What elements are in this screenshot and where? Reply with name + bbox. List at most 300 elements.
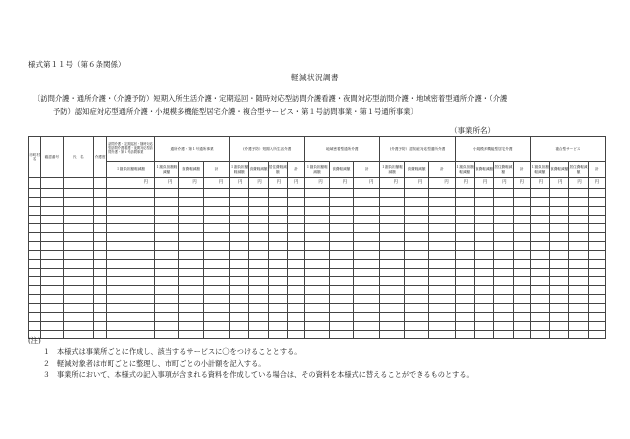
table-cell[interactable] bbox=[354, 321, 380, 330]
table-cell[interactable] bbox=[203, 242, 229, 251]
table-cell[interactable] bbox=[288, 268, 305, 277]
table-cell[interactable] bbox=[530, 224, 549, 233]
table-cell[interactable] bbox=[404, 197, 428, 206]
table-cell[interactable] bbox=[569, 224, 588, 233]
table-cell[interactable] bbox=[513, 242, 530, 251]
table-cell[interactable] bbox=[154, 277, 178, 286]
table-cell[interactable] bbox=[474, 303, 493, 312]
table-cell[interactable] bbox=[404, 286, 428, 295]
table-cell[interactable] bbox=[455, 295, 474, 304]
table-cell[interactable] bbox=[29, 259, 41, 268]
table-cell[interactable] bbox=[305, 259, 329, 268]
table-cell[interactable] bbox=[107, 286, 155, 295]
table-cell[interactable] bbox=[550, 303, 569, 312]
table-cell[interactable] bbox=[513, 330, 530, 339]
table-cell[interactable] bbox=[530, 233, 549, 242]
table-cell[interactable] bbox=[588, 206, 605, 215]
table-cell[interactable] bbox=[41, 321, 63, 330]
table-cell[interactable] bbox=[329, 268, 353, 277]
table-cell[interactable] bbox=[329, 189, 353, 198]
table-cell[interactable] bbox=[94, 268, 107, 277]
table-cell[interactable] bbox=[63, 250, 93, 259]
table-cell[interactable] bbox=[94, 242, 107, 251]
table-cell[interactable] bbox=[29, 224, 41, 233]
table-cell[interactable] bbox=[380, 189, 404, 198]
table-cell[interactable] bbox=[107, 233, 155, 242]
table-cell[interactable] bbox=[429, 312, 455, 321]
table-cell[interactable] bbox=[179, 197, 203, 206]
table-cell[interactable] bbox=[513, 215, 530, 224]
table-cell[interactable] bbox=[288, 321, 305, 330]
table-cell[interactable] bbox=[494, 233, 513, 242]
table-cell[interactable] bbox=[550, 224, 569, 233]
table-cell[interactable] bbox=[268, 268, 287, 277]
table-cell[interactable] bbox=[63, 189, 93, 198]
table-cell[interactable] bbox=[305, 277, 329, 286]
table-cell[interactable] bbox=[530, 286, 549, 295]
table-cell[interactable] bbox=[494, 189, 513, 198]
table-cell[interactable] bbox=[474, 259, 493, 268]
table-cell[interactable] bbox=[354, 312, 380, 321]
table-cell[interactable] bbox=[513, 286, 530, 295]
table-cell[interactable] bbox=[249, 215, 268, 224]
table-cell[interactable] bbox=[429, 286, 455, 295]
table-cell[interactable] bbox=[29, 303, 41, 312]
table-cell[interactable] bbox=[179, 215, 203, 224]
table-cell[interactable] bbox=[530, 303, 549, 312]
table-cell[interactable] bbox=[94, 250, 107, 259]
table-cell[interactable] bbox=[455, 197, 474, 206]
table-cell[interactable] bbox=[154, 197, 178, 206]
table-cell[interactable] bbox=[455, 206, 474, 215]
table-cell[interactable] bbox=[404, 189, 428, 198]
table-cell[interactable] bbox=[588, 295, 605, 304]
table-cell[interactable] bbox=[494, 312, 513, 321]
table-cell[interactable] bbox=[494, 197, 513, 206]
table-cell[interactable] bbox=[94, 277, 107, 286]
table-cell[interactable] bbox=[94, 295, 107, 304]
table-cell[interactable] bbox=[203, 250, 229, 259]
table-cell[interactable] bbox=[203, 303, 229, 312]
table-cell[interactable] bbox=[107, 312, 155, 321]
table-cell[interactable] bbox=[249, 206, 268, 215]
table-cell[interactable] bbox=[329, 206, 353, 215]
table-cell[interactable] bbox=[63, 242, 93, 251]
table-cell[interactable] bbox=[513, 206, 530, 215]
table-cell[interactable] bbox=[354, 268, 380, 277]
table-cell[interactable] bbox=[94, 233, 107, 242]
table-cell[interactable] bbox=[249, 268, 268, 277]
table-cell[interactable] bbox=[329, 303, 353, 312]
table-cell[interactable] bbox=[63, 312, 93, 321]
table-cell[interactable] bbox=[455, 303, 474, 312]
table-cell[interactable] bbox=[569, 277, 588, 286]
table-cell[interactable] bbox=[494, 330, 513, 339]
table-cell[interactable] bbox=[429, 233, 455, 242]
table-cell[interactable] bbox=[513, 321, 530, 330]
table-cell[interactable] bbox=[429, 206, 455, 215]
table-cell[interactable] bbox=[179, 224, 203, 233]
table-cell[interactable] bbox=[329, 224, 353, 233]
table-cell[interactable] bbox=[230, 312, 249, 321]
table-cell[interactable] bbox=[455, 242, 474, 251]
table-cell[interactable] bbox=[154, 250, 178, 259]
table-cell[interactable] bbox=[550, 215, 569, 224]
table-cell[interactable] bbox=[380, 268, 404, 277]
table-cell[interactable] bbox=[41, 295, 63, 304]
table-cell[interactable] bbox=[404, 321, 428, 330]
table-cell[interactable] bbox=[268, 189, 287, 198]
table-cell[interactable] bbox=[154, 233, 178, 242]
table-cell[interactable] bbox=[569, 189, 588, 198]
table-cell[interactable] bbox=[230, 295, 249, 304]
table-cell[interactable] bbox=[494, 224, 513, 233]
table-cell[interactable] bbox=[494, 303, 513, 312]
table-cell[interactable] bbox=[305, 250, 329, 259]
table-cell[interactable] bbox=[513, 259, 530, 268]
table-cell[interactable] bbox=[203, 189, 229, 198]
table-cell[interactable] bbox=[513, 233, 530, 242]
table-cell[interactable] bbox=[380, 259, 404, 268]
table-cell[interactable] bbox=[203, 268, 229, 277]
table-cell[interactable] bbox=[41, 250, 63, 259]
table-cell[interactable] bbox=[588, 242, 605, 251]
table-cell[interactable] bbox=[550, 233, 569, 242]
table-cell[interactable] bbox=[530, 277, 549, 286]
table-cell[interactable] bbox=[588, 286, 605, 295]
table-cell[interactable] bbox=[569, 321, 588, 330]
table-cell[interactable] bbox=[329, 277, 353, 286]
table-cell[interactable] bbox=[230, 233, 249, 242]
table-cell[interactable] bbox=[305, 206, 329, 215]
table-cell[interactable] bbox=[268, 206, 287, 215]
table-cell[interactable] bbox=[550, 286, 569, 295]
table-cell[interactable] bbox=[268, 242, 287, 251]
table-cell[interactable] bbox=[380, 312, 404, 321]
table-cell[interactable] bbox=[569, 259, 588, 268]
table-cell[interactable] bbox=[474, 224, 493, 233]
table-cell[interactable] bbox=[107, 259, 155, 268]
table-cell[interactable] bbox=[530, 242, 549, 251]
table-cell[interactable] bbox=[569, 197, 588, 206]
table-cell[interactable] bbox=[107, 250, 155, 259]
table-cell[interactable] bbox=[154, 224, 178, 233]
table-cell[interactable] bbox=[455, 250, 474, 259]
table-cell[interactable] bbox=[305, 233, 329, 242]
table-cell[interactable] bbox=[429, 295, 455, 304]
table-cell[interactable] bbox=[63, 286, 93, 295]
table-cell[interactable] bbox=[230, 206, 249, 215]
table-cell[interactable] bbox=[94, 286, 107, 295]
table-cell[interactable] bbox=[154, 215, 178, 224]
table-cell[interactable] bbox=[513, 189, 530, 198]
table-cell[interactable] bbox=[429, 224, 455, 233]
table-cell[interactable] bbox=[569, 286, 588, 295]
table-cell[interactable] bbox=[249, 321, 268, 330]
table-cell[interactable] bbox=[63, 224, 93, 233]
table-cell[interactable] bbox=[569, 250, 588, 259]
table-cell[interactable] bbox=[154, 286, 178, 295]
table-cell[interactable] bbox=[455, 286, 474, 295]
table-cell[interactable] bbox=[588, 250, 605, 259]
table-cell[interactable] bbox=[354, 259, 380, 268]
table-cell[interactable] bbox=[513, 312, 530, 321]
table-cell[interactable] bbox=[588, 189, 605, 198]
table-cell[interactable] bbox=[29, 242, 41, 251]
table-cell[interactable] bbox=[513, 295, 530, 304]
table-cell[interactable] bbox=[179, 242, 203, 251]
table-cell[interactable] bbox=[354, 250, 380, 259]
table-cell[interactable] bbox=[107, 215, 155, 224]
table-cell[interactable] bbox=[268, 303, 287, 312]
table-cell[interactable] bbox=[380, 224, 404, 233]
table-cell[interactable] bbox=[203, 215, 229, 224]
table-cell[interactable] bbox=[429, 303, 455, 312]
table-cell[interactable] bbox=[530, 189, 549, 198]
table-cell[interactable] bbox=[530, 250, 549, 259]
table-cell[interactable] bbox=[107, 321, 155, 330]
table-cell[interactable] bbox=[268, 277, 287, 286]
table-cell[interactable] bbox=[404, 206, 428, 215]
table-cell[interactable] bbox=[550, 268, 569, 277]
table-cell[interactable] bbox=[305, 224, 329, 233]
table-cell[interactable] bbox=[179, 321, 203, 330]
table-cell[interactable] bbox=[569, 206, 588, 215]
table-cell[interactable] bbox=[107, 268, 155, 277]
table-cell[interactable] bbox=[429, 268, 455, 277]
table-cell[interactable] bbox=[404, 224, 428, 233]
table-cell[interactable] bbox=[569, 233, 588, 242]
table-cell[interactable] bbox=[288, 286, 305, 295]
table-cell[interactable] bbox=[288, 189, 305, 198]
table-cell[interactable] bbox=[203, 224, 229, 233]
table-cell[interactable] bbox=[455, 277, 474, 286]
table-cell[interactable] bbox=[107, 242, 155, 251]
table-cell[interactable] bbox=[41, 268, 63, 277]
table-cell[interactable] bbox=[94, 215, 107, 224]
table-cell[interactable] bbox=[530, 321, 549, 330]
table-cell[interactable] bbox=[455, 215, 474, 224]
table-cell[interactable] bbox=[354, 286, 380, 295]
table-cell[interactable] bbox=[288, 206, 305, 215]
table-cell[interactable] bbox=[203, 321, 229, 330]
table-cell[interactable] bbox=[94, 321, 107, 330]
table-cell[interactable] bbox=[305, 215, 329, 224]
table-cell[interactable] bbox=[494, 268, 513, 277]
table-cell[interactable] bbox=[494, 295, 513, 304]
table-cell[interactable] bbox=[354, 224, 380, 233]
table-cell[interactable] bbox=[354, 277, 380, 286]
table-cell[interactable] bbox=[494, 250, 513, 259]
table-cell[interactable] bbox=[588, 268, 605, 277]
table-cell[interactable] bbox=[249, 242, 268, 251]
table-cell[interactable] bbox=[569, 312, 588, 321]
table-cell[interactable] bbox=[588, 330, 605, 339]
table-cell[interactable] bbox=[569, 268, 588, 277]
table-cell[interactable] bbox=[154, 321, 178, 330]
table-cell[interactable] bbox=[474, 215, 493, 224]
table-cell[interactable] bbox=[474, 233, 493, 242]
table-cell[interactable] bbox=[474, 250, 493, 259]
table-cell[interactable] bbox=[288, 312, 305, 321]
table-cell[interactable] bbox=[249, 224, 268, 233]
table-cell[interactable] bbox=[154, 189, 178, 198]
table-cell[interactable] bbox=[94, 197, 107, 206]
table-cell[interactable] bbox=[94, 312, 107, 321]
table-cell[interactable] bbox=[474, 242, 493, 251]
table-cell[interactable] bbox=[305, 242, 329, 251]
table-cell[interactable] bbox=[41, 259, 63, 268]
table-cell[interactable] bbox=[569, 242, 588, 251]
table-cell[interactable] bbox=[455, 321, 474, 330]
table-cell[interactable] bbox=[354, 197, 380, 206]
table-cell[interactable] bbox=[249, 259, 268, 268]
table-cell[interactable] bbox=[429, 242, 455, 251]
table-cell[interactable] bbox=[288, 242, 305, 251]
table-cell[interactable] bbox=[249, 286, 268, 295]
table-cell[interactable] bbox=[513, 250, 530, 259]
table-cell[interactable] bbox=[107, 224, 155, 233]
table-cell[interactable] bbox=[530, 215, 549, 224]
table-cell[interactable] bbox=[230, 189, 249, 198]
table-cell[interactable] bbox=[179, 259, 203, 268]
table-cell[interactable] bbox=[305, 295, 329, 304]
table-cell[interactable] bbox=[429, 189, 455, 198]
table-cell[interactable] bbox=[494, 286, 513, 295]
table-cell[interactable] bbox=[550, 242, 569, 251]
table-cell[interactable] bbox=[249, 233, 268, 242]
table-cell[interactable] bbox=[249, 303, 268, 312]
table-cell[interactable] bbox=[63, 215, 93, 224]
table-cell[interactable] bbox=[154, 303, 178, 312]
table-cell[interactable] bbox=[404, 268, 428, 277]
table-cell[interactable] bbox=[513, 277, 530, 286]
table-cell[interactable] bbox=[588, 277, 605, 286]
table-cell[interactable] bbox=[429, 321, 455, 330]
table-cell[interactable] bbox=[380, 197, 404, 206]
table-cell[interactable] bbox=[494, 215, 513, 224]
table-cell[interactable] bbox=[230, 215, 249, 224]
table-cell[interactable] bbox=[380, 215, 404, 224]
table-cell[interactable] bbox=[530, 197, 549, 206]
table-cell[interactable] bbox=[179, 312, 203, 321]
table-cell[interactable] bbox=[530, 312, 549, 321]
table-cell[interactable] bbox=[179, 250, 203, 259]
table-cell[interactable] bbox=[94, 206, 107, 215]
table-cell[interactable] bbox=[380, 206, 404, 215]
table-cell[interactable] bbox=[203, 286, 229, 295]
table-cell[interactable] bbox=[203, 206, 229, 215]
table-cell[interactable] bbox=[29, 233, 41, 242]
table-cell[interactable] bbox=[530, 259, 549, 268]
table-cell[interactable] bbox=[249, 277, 268, 286]
table-cell[interactable] bbox=[354, 189, 380, 198]
table-cell[interactable] bbox=[203, 197, 229, 206]
table-cell[interactable] bbox=[305, 197, 329, 206]
table-cell[interactable] bbox=[29, 206, 41, 215]
table-cell[interactable] bbox=[588, 197, 605, 206]
table-cell[interactable] bbox=[429, 197, 455, 206]
table-cell[interactable] bbox=[63, 321, 93, 330]
table-cell[interactable] bbox=[474, 295, 493, 304]
table-cell[interactable] bbox=[107, 206, 155, 215]
table-cell[interactable] bbox=[203, 277, 229, 286]
table-cell[interactable] bbox=[474, 197, 493, 206]
table-cell[interactable] bbox=[230, 224, 249, 233]
table-cell[interactable] bbox=[288, 259, 305, 268]
table-cell[interactable] bbox=[513, 224, 530, 233]
table-cell[interactable] bbox=[329, 295, 353, 304]
table-cell[interactable] bbox=[455, 268, 474, 277]
table-cell[interactable] bbox=[268, 312, 287, 321]
table-cell[interactable] bbox=[354, 303, 380, 312]
table-cell[interactable] bbox=[179, 206, 203, 215]
table-cell[interactable] bbox=[380, 286, 404, 295]
table-cell[interactable] bbox=[230, 286, 249, 295]
table-cell[interactable] bbox=[550, 259, 569, 268]
table-cell[interactable] bbox=[494, 259, 513, 268]
table-cell[interactable] bbox=[588, 321, 605, 330]
table-cell[interactable] bbox=[41, 189, 63, 198]
table-cell[interactable] bbox=[230, 197, 249, 206]
table-cell[interactable] bbox=[354, 242, 380, 251]
table-cell[interactable] bbox=[29, 189, 41, 198]
table-cell[interactable] bbox=[474, 189, 493, 198]
table-cell[interactable] bbox=[63, 268, 93, 277]
table-cell[interactable] bbox=[288, 303, 305, 312]
table-cell[interactable] bbox=[305, 303, 329, 312]
table-cell[interactable] bbox=[380, 277, 404, 286]
table-cell[interactable] bbox=[107, 197, 155, 206]
table-cell[interactable] bbox=[404, 295, 428, 304]
table-cell[interactable] bbox=[569, 215, 588, 224]
table-cell[interactable] bbox=[429, 250, 455, 259]
table-cell[interactable] bbox=[179, 233, 203, 242]
table-cell[interactable] bbox=[179, 268, 203, 277]
table-cell[interactable] bbox=[268, 224, 287, 233]
table-cell[interactable] bbox=[429, 277, 455, 286]
table-cell[interactable] bbox=[288, 233, 305, 242]
table-cell[interactable] bbox=[329, 197, 353, 206]
table-cell[interactable] bbox=[474, 277, 493, 286]
table-cell[interactable] bbox=[268, 259, 287, 268]
table-cell[interactable] bbox=[268, 321, 287, 330]
table-cell[interactable] bbox=[41, 286, 63, 295]
table-cell[interactable] bbox=[94, 224, 107, 233]
table-cell[interactable] bbox=[154, 206, 178, 215]
table-cell[interactable] bbox=[305, 189, 329, 198]
table-cell[interactable] bbox=[404, 303, 428, 312]
table-cell[interactable] bbox=[288, 224, 305, 233]
table-cell[interactable] bbox=[550, 206, 569, 215]
table-cell[interactable] bbox=[107, 189, 155, 198]
table-cell[interactable] bbox=[550, 312, 569, 321]
table-cell[interactable] bbox=[41, 224, 63, 233]
table-cell[interactable] bbox=[230, 268, 249, 277]
table-cell[interactable] bbox=[550, 277, 569, 286]
table-cell[interactable] bbox=[63, 277, 93, 286]
table-cell[interactable] bbox=[63, 303, 93, 312]
table-cell[interactable] bbox=[380, 233, 404, 242]
table-cell[interactable] bbox=[474, 206, 493, 215]
table-cell[interactable] bbox=[41, 197, 63, 206]
table-cell[interactable] bbox=[179, 286, 203, 295]
table-cell[interactable] bbox=[63, 259, 93, 268]
table-cell[interactable] bbox=[455, 312, 474, 321]
table-cell[interactable] bbox=[41, 277, 63, 286]
table-cell[interactable] bbox=[41, 206, 63, 215]
table-cell[interactable] bbox=[29, 197, 41, 206]
